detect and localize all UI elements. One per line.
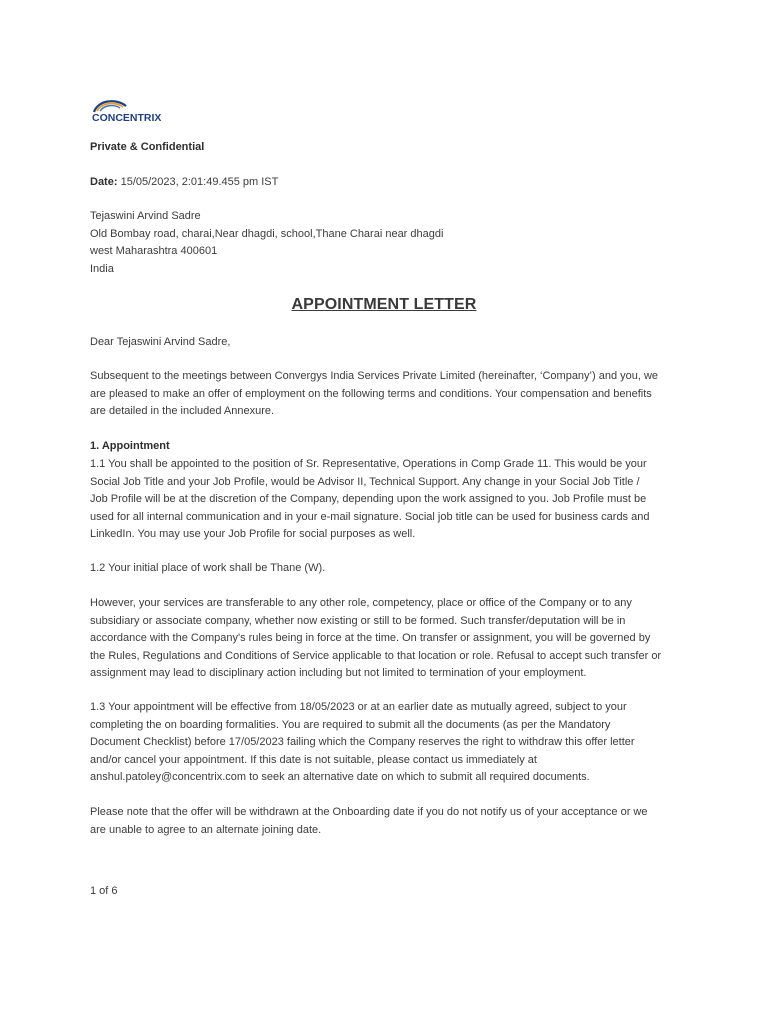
clause-line: LinkedIn. You may use your Job Profile for social purposes as well. xyxy=(90,528,416,540)
transfer-line: the Rules, Regulations and Conditions of Service applicable to that location or role. Refusal to accept such transfer or xyxy=(90,649,662,662)
address-line-2: west Maharashtra 400601 xyxy=(90,245,218,257)
clause-line: used for all internal communication and in your e-mail signature. Social job title can be used for business cards and xyxy=(90,510,650,523)
transfer-line: subsidiary or associate company, whether now existing or still to be formed. Such transfer/deputation will be in xyxy=(90,614,626,627)
date-line xyxy=(90,174,680,192)
address-line-1: Old Bombay road, charai,Near dhagdi, school,Thane Charai near dhagdi xyxy=(90,227,444,240)
logo-swoosh-icon xyxy=(90,96,190,124)
intro-line: Subsequent to the meetings between Convergys India Services Private Limited (hereinafter, ‘Company’) and you, we xyxy=(90,370,659,382)
note-line: Please note that the offer will be withdrawn at the Onboarding date if you do not notify us of your acceptance or we xyxy=(90,806,648,818)
clause-1-1 xyxy=(90,456,680,544)
clause-line: 1.1 You shall be appointed to the position of Sr. Representative, Operations in Comp Grade 11. This would be your xyxy=(90,458,647,470)
letter-title: APPOINTMENT LETTER xyxy=(291,296,477,313)
clause-line: Job Profile will be at the discretion of the Company, depending upon the work assigned to you. Job Profile must be xyxy=(90,493,647,505)
clause-line: Document Checklist) before 17/05/2023 failing which the Company reserves the right to withdraw this offer letter xyxy=(90,736,635,748)
svg-text:CONCENTRIX: CONCENTRIX xyxy=(92,112,162,124)
recipient-address xyxy=(90,208,680,278)
clause-line: Social Job Title and your Job Profile, would be Advisor II, Technical Support. Any change in your Social Job Title / xyxy=(90,475,640,488)
clause-line: anshul.patoley@concentrix.com to seek an alternative date on which to submit all required documents. xyxy=(90,771,590,783)
note-line: are unable to agree to an alternate joining date. xyxy=(90,823,322,836)
transfer-line: accordance with the Company's rules being in force at the time. On transfer or assignment, you will be governed by xyxy=(90,632,651,644)
salutation: Dear Tejaswini Arvind Sadre, xyxy=(90,336,231,348)
clause-1-3 xyxy=(90,699,680,787)
clause-1-2: 1.2 Your initial place of work shall be Thane (W). xyxy=(90,562,326,574)
intro-line: are detailed in the included Annexure. xyxy=(90,405,275,417)
intro-line: are pleased to make an offer of employment on the following terms and conditions. Your compensation and benefits xyxy=(90,387,652,400)
transfer-line: assignment may lead to disciplinary action including but not limited to termination of your employment. xyxy=(90,667,587,679)
transfer-paragraph xyxy=(90,595,680,683)
clause-line: 1.3 Your appointment will be effective from 18/05/2023 or at an earlier date as mutually agreed, subject to your xyxy=(90,701,627,713)
section-heading-appointment: 1. Appointment xyxy=(90,440,170,452)
concentrix-logo xyxy=(90,96,190,124)
clause-line: completing the on boarding formalities. You are required to submit all the documents (as per the Mandatory xyxy=(90,718,611,731)
date-value: 15/05/2023, 2:01:49.455 pm IST xyxy=(120,176,279,188)
transfer-line: However, your services are transferable to any other role, competency, place or office of the Company or to any xyxy=(90,597,632,609)
clause-line: and/or cancel your appointment. If this date is not suitable, please contact us immediately at xyxy=(90,753,537,766)
page-number: 1 of 6 xyxy=(90,885,118,897)
recipient-name: Tejaswini Arvind Sadre xyxy=(90,210,201,222)
intro-paragraph xyxy=(90,368,680,421)
address-country: India xyxy=(90,262,114,275)
confidential-label: Private & Confidential xyxy=(90,141,205,153)
withdrawal-note xyxy=(90,804,680,839)
date-label: Date: xyxy=(90,176,118,188)
